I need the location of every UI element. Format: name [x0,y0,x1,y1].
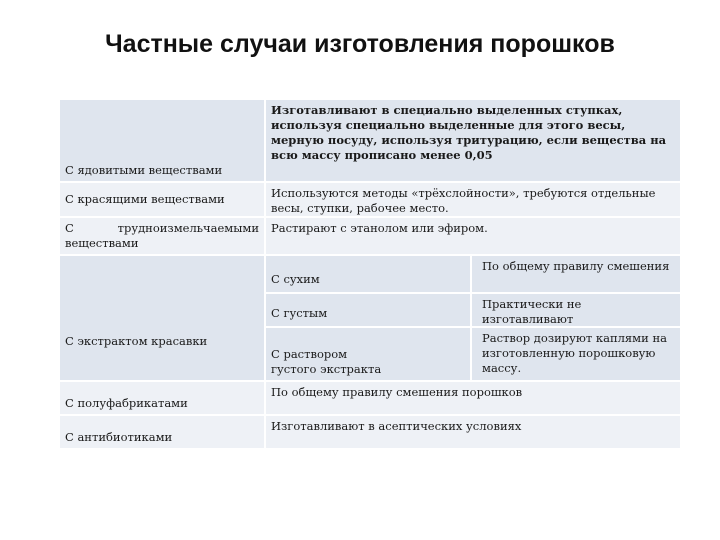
row-2-left-cell [60,183,264,216]
row-4-sub-3-value-cell [472,328,680,380]
row-4-sub-2-value-cell [472,294,680,326]
row-4-sub-2-label: С густым [271,306,328,320]
row-3-left-line1 [65,221,259,236]
row-5-right-cell [266,382,680,414]
row-4-sub-3-label: С раствором густого экстракта [271,347,382,376]
row-4-sub-3-label-cell [266,328,470,380]
row-3-left-line2: веществами [65,236,139,250]
row-1-left-cell [60,100,264,181]
row-3-right-cell [266,218,680,254]
row-5-right-text: По общему правилу смешения порошков [271,385,523,399]
row-2-right-cell [266,183,680,216]
row-5-left-cell [60,382,264,414]
row-4-sub-1-label: С сухим [271,272,320,286]
row-3-right-text: Растирают с этанолом или эфиром. [271,221,488,235]
row-4-left-text: С экстрактом красавки [65,334,208,348]
row-1-right-text: Изготавливают в специально выделенных ступках, используя специально выделенные для этого весы, мерную посуду, используя тритурацию, если вещества на всю массу прописано менее 0,05 [271,103,667,162]
page-title: Частные случаи изготовления порошков [105,30,615,58]
row-2-right-text: Используются методы «трёхслойности», требуются отдельные весы, ступки, рабочее место. [271,186,656,215]
row-5-left-text: С полуфабрикатами [65,396,188,410]
row-6-right-cell [266,416,680,448]
row-1-right-cell [266,100,680,181]
row-4-sub-1-value: По общему правилу смешения [482,259,670,273]
row-3-left-word2: трудноизмельчаемыми [117,221,259,235]
row-6-right-text: Изготавливают в асептических условиях [271,419,522,433]
row-6-left-cell [60,416,264,448]
row-1-left-text: С ядовитыми веществами [65,163,223,177]
row-3-left-word1: С [65,221,74,235]
row-4-sub-1-label-cell [266,256,470,292]
row-4-sub-1-value-cell [472,256,680,292]
row-3-left-cell [60,218,264,254]
row-4-sub-2-value: Практически не изготавливают [482,297,582,326]
row-2-left-text: С красящими веществами [65,192,225,206]
row-6-left-text: С антибиотиками [65,430,173,444]
row-4-sub-3-value: Раствор дозируют каплями на изготовленную порошковую массу. [482,331,667,375]
row-4-left-cell [60,256,264,380]
row-4-sub-2-label-cell [266,294,470,326]
